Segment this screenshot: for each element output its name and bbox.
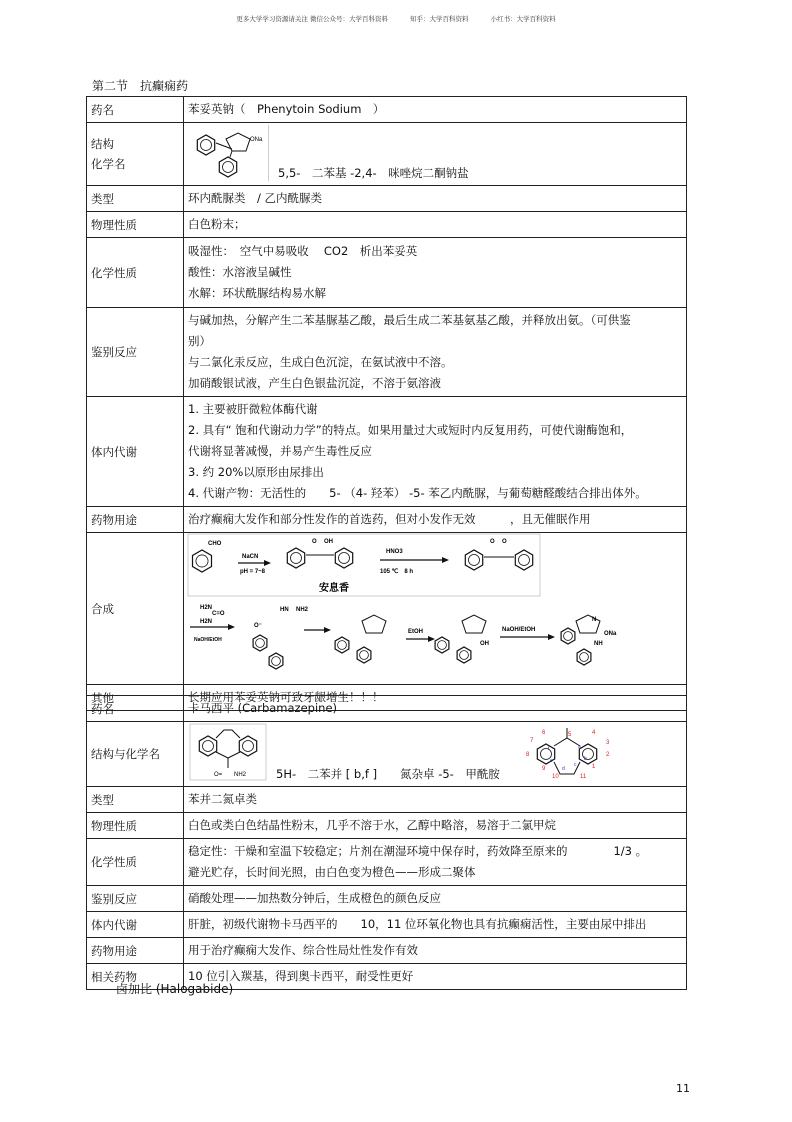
table-row: [87, 186, 687, 212]
table-row: [87, 787, 687, 813]
text-line: 吸湿性： 空气中易吸收 CO2 析出苯妥英: [188, 244, 418, 258]
synthesis-scheme: [184, 533, 682, 678]
atom-number: e: [550, 758, 553, 764]
scheme-label: NH2: [296, 607, 309, 613]
table-row: [87, 938, 687, 964]
header-text: 小红书：大学百科资料: [490, 15, 556, 23]
table-row: [87, 839, 687, 886]
phenytoin-structure: [188, 125, 269, 181]
text-line: 硝酸处理——加热数分钟后，生成橙色的颜色反应: [188, 891, 441, 905]
row-value: [184, 696, 687, 722]
row-label: 药物用途: [87, 507, 184, 533]
struct-label: ONa: [250, 137, 263, 143]
atom-number: 4: [592, 730, 596, 736]
row-value: [184, 212, 687, 238]
atom-number: 11: [580, 774, 587, 780]
table-row: [87, 912, 687, 938]
page-header: [0, 14, 792, 23]
row-value: [184, 123, 687, 186]
scheme-label: O: [502, 539, 507, 545]
row-value: [184, 886, 687, 912]
text-line: 10 位引入羰基，得到奥卡西平，耐受性更好: [188, 969, 414, 983]
text-line: 2. 具有“ 饱和代谢动力学”的特点。如果用量过大或短时内反复用药，可使代谢酶饱和，: [188, 423, 633, 437]
row-value: [184, 787, 687, 813]
row-label: 类型: [87, 186, 184, 212]
row-label: 化学性质: [87, 839, 184, 886]
scheme-label: C=O: [212, 611, 225, 617]
atom-number: 9: [542, 766, 546, 772]
row-value: [184, 397, 687, 507]
atom-number: 5: [568, 732, 572, 738]
row-value: [184, 308, 687, 397]
row-value: [184, 186, 687, 212]
row-value: [184, 938, 687, 964]
atom-number: b: [584, 756, 587, 762]
chemical-name: 5H- 二苯并 [ b,f ] 氮杂卓 -5- 甲酰胺: [276, 767, 500, 781]
row-value: [184, 839, 687, 886]
table-row: [87, 308, 687, 397]
section-title: 第二节 抗癫痫药: [92, 79, 189, 93]
scheme-label: pH = 7~8: [240, 569, 266, 575]
row-value: [184, 912, 687, 938]
table-row: [87, 123, 687, 186]
scheme-label: 安息香: [319, 583, 349, 594]
row-label: 合成: [87, 533, 184, 685]
header-text: 知乎：大学百科资料: [410, 15, 469, 23]
phenytoin-table: [86, 96, 687, 711]
struct-label: NH2: [234, 772, 247, 778]
table-row: [87, 238, 687, 308]
row-value: [184, 964, 687, 990]
atom-number: a: [578, 744, 581, 750]
row-label: 鉴别反应: [87, 308, 184, 397]
table-row: [87, 533, 687, 685]
text-line: 白色粉末；: [188, 217, 246, 231]
row-label: 类型: [87, 787, 184, 813]
scheme-label: ONa: [604, 631, 617, 637]
row-value: [184, 813, 687, 839]
row-label: 体内代谢: [87, 397, 184, 507]
row-value: [184, 238, 687, 308]
text-line: 水解：环状酰脲结构易水解: [188, 286, 326, 300]
svg-text:O=: O=: [214, 772, 223, 778]
table-row: [87, 212, 687, 238]
scheme-label: H2N: [200, 605, 213, 611]
row-value: [184, 97, 687, 123]
text-line: 3. 约 20%以原形由尿排出: [188, 465, 324, 479]
page-number: 11: [676, 1082, 690, 1095]
chemical-name: 5,5- 二苯基 -2,4- 咪唑烷二酮钠盐: [278, 166, 469, 180]
scheme-label: 105 ℃ 8 h: [380, 569, 414, 575]
text-line: 1. 主要被肝微粒体酶代谢: [188, 402, 318, 416]
table-row: [87, 397, 687, 507]
scheme-label: OH: [324, 539, 333, 545]
text-line: 避光贮存，长时间光照，由白色变为橙色——形成二聚体: [188, 865, 476, 879]
atom-number: 8: [526, 752, 530, 758]
scheme-label: OH: [480, 641, 489, 647]
scheme-label: EtOH: [408, 629, 423, 635]
table-row: [87, 97, 687, 123]
text-line: 环内酰脲类 / 乙内酰脲类: [188, 191, 323, 205]
row-label: 药名: [87, 696, 184, 722]
scheme-label: NH: [594, 641, 603, 647]
text-line: 长期应用苯妥英钠可致牙龈增生！！！: [188, 690, 384, 704]
row-label: 药物用途: [87, 938, 184, 964]
text-line: 苯并二氮卓类: [188, 792, 257, 806]
row-label: 化学性质: [87, 238, 184, 308]
text-line: 与二氯化汞反应，生成白色沉淀，在氨试液中不溶。: [188, 355, 453, 369]
text-line: 代谢将显著减慢，并易产生毒性反应: [188, 444, 372, 458]
scheme-label: O: [490, 539, 495, 545]
row-value: [184, 507, 687, 533]
next-drug-heading: 卤加比 (Halogabide): [116, 982, 234, 996]
atom-number: c: [574, 762, 577, 768]
text-line: 与碱加热，分解产生二苯基脲基乙酸，最后生成二苯基氨基乙酸，并释放出氨。（可供鉴: [188, 313, 631, 327]
scheme-label: HNO3: [386, 549, 403, 555]
text-line: 肝脏，初级代谢物卡马西平的 10，11 位环氧化物也具有抗癫痫活性，主要由尿中排出: [188, 917, 647, 931]
text-line: 加硝酸银试液，产生白色银盐沉淀，不溶于氨溶液: [188, 376, 441, 390]
carbamazepine-table: [86, 695, 687, 990]
text-line: 酸性：水溶液呈碱性: [188, 265, 292, 279]
text-line: 治疗癫痫大发作和部分性发作的首选药，但对小发作无效 ，且无催眠作用: [188, 512, 591, 526]
row-label: 结构 化学名: [87, 123, 184, 186]
atom-number: 3: [606, 740, 610, 746]
table-row: [87, 507, 687, 533]
row-label: 药名: [87, 97, 184, 123]
row-label: 其他: [87, 685, 184, 711]
row-value: [184, 533, 687, 685]
atom-number: 10: [552, 774, 559, 780]
row-label: 物理性质: [87, 813, 184, 839]
row-label: 结构与化学名: [87, 722, 184, 787]
text-line: 稳定性：干燥和室温下较稳定；片剂在潮湿环境中保存时，药效降至原来的 1/3 。: [188, 844, 648, 858]
atom-number: 6: [542, 730, 546, 736]
scheme-label: O⁻: [254, 623, 262, 629]
table-row: [87, 813, 687, 839]
row-label: 物理性质: [87, 212, 184, 238]
text-line: 卡马西平 (Carbamazepine): [188, 701, 337, 715]
scheme-label: NaOH/EtOH: [194, 637, 222, 643]
table-row: [87, 886, 687, 912]
table-row: [87, 722, 687, 787]
scheme-label: HN: [280, 607, 289, 613]
atom-number: 7: [530, 738, 534, 744]
scheme-label: O: [312, 539, 317, 545]
table-row: [87, 696, 687, 722]
scheme-label: N: [592, 617, 597, 623]
atom-number: d: [562, 766, 565, 772]
text-line: 用于治疗癫痫大发作、综合性局灶性发作有效: [188, 943, 418, 957]
row-label: 体内代谢: [87, 912, 184, 938]
row-label: 鉴别反应: [87, 886, 184, 912]
row-value: [184, 722, 687, 787]
text-line: 白色或类白色结晶性粉末，几乎不溶于水，乙醇中略溶，易溶于二氯甲烷: [188, 818, 556, 832]
text-line: 别）: [188, 334, 211, 348]
scheme-label: CHO: [208, 541, 222, 547]
atom-number: f: [548, 746, 550, 752]
text-line: 苯妥英钠（ Phenytoin Sodium ）: [188, 102, 385, 116]
atom-number: 1: [592, 764, 596, 770]
scheme-label: NaOH/EtOH: [502, 627, 536, 633]
atom-number: 2: [606, 752, 610, 758]
header-text: 更多大学学习资源请关注 微信公众号：大学百科资料: [236, 15, 388, 23]
scheme-label: H2N: [200, 619, 213, 625]
text-line: 4. 代谢产物：无活性的 5- （4- 羟苯） -5- 苯乙内酰脲，与葡萄糖醛酸结合排出体外。: [188, 486, 647, 500]
row-label: 相关药物: [87, 964, 184, 990]
scheme-label: NaCN: [242, 554, 259, 560]
